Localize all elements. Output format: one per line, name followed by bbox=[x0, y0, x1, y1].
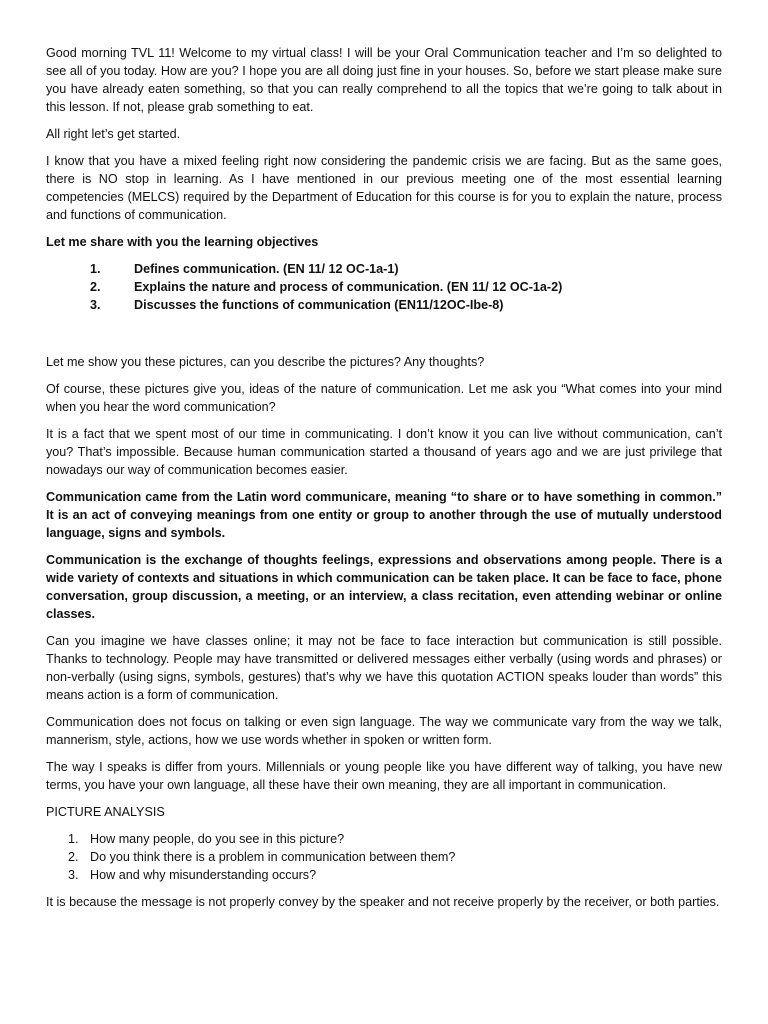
analysis-questions-list bbox=[46, 830, 722, 884]
fact-paragraph: It is a fact that we spent most of our time in communicating. I don’t know it you can live without communication, can’t you? That’s impossible. Because human communication started a thousand of years ago and we are just privilege that nowadays our way of communication becomes easier. bbox=[46, 427, 722, 477]
question-text: How many people, do you see in this picture? bbox=[90, 832, 345, 846]
objective-text: Explains the nature and process of communication. (EN 11/ 12 OC-1a-2) bbox=[134, 280, 563, 294]
question-item bbox=[46, 848, 722, 866]
not-focus-paragraph: Communication does not focus on talking or even sign language. The way we communicate vary from the way we talk, mannerism, style, actions, how we use words whether in spoken or written form. bbox=[46, 715, 722, 747]
question-item bbox=[46, 830, 722, 848]
objective-item bbox=[46, 278, 722, 296]
exchange-definition-paragraph: Communication is the exchange of thoughts feelings, expressions and observations among people. There is a wide variety of contexts and situations in which communication can be taken place. It can be face to face, phone conversation, group discussion, a meeting, or an interview, a class recitation, even attending webinar or online classes. bbox=[46, 553, 722, 621]
objective-number: 1. bbox=[90, 262, 101, 276]
objective-number: 2. bbox=[90, 280, 101, 294]
objective-item bbox=[46, 260, 722, 278]
way-speak-paragraph: The way I speaks is differ from yours. Millennials or young people like you have different way of talking, you have new terms, you have your own language, all these have their own meaning, they are all important in communication. bbox=[46, 760, 722, 792]
of-course-paragraph: Of course, these pictures give you, ideas of the nature of communication. Let me ask you “What comes into your mind when you hear the word communication? bbox=[46, 382, 722, 414]
objective-text: Discusses the functions of communication (EN11/12OC-Ibe-8) bbox=[134, 298, 504, 312]
question-text: How and why misunderstanding occurs? bbox=[90, 868, 317, 882]
objectives-list bbox=[46, 260, 722, 314]
picture-analysis-heading: PICTURE ANALYSIS bbox=[46, 805, 165, 819]
question-item bbox=[46, 866, 722, 884]
because-paragraph: It is because the message is not properly convey by the speaker and not receive properly by the receiver, or both parties. bbox=[46, 895, 720, 909]
question-number: 2. bbox=[68, 850, 79, 864]
question-number: 1. bbox=[68, 832, 79, 846]
intro-paragraph: Good morning TVL 11! Welcome to my virtual class! I will be your Oral Communication teacher and I’m so delighted to see all of you today. How are you? I hope you are all doing just fine in your houses. So, before we start please make sure you have already eaten something, so that you can really comprehend to all the topics that we’re going to talk about in this lesson. If not, please grab something to eat. bbox=[46, 46, 722, 114]
objectives-heading: Let me share with you the learning objectives bbox=[46, 235, 319, 249]
latin-definition-paragraph: Communication came from the Latin word communicare, meaning “to share or to have something in common.” It is an act of conveying meanings from one entity or group to another through the use of mutually understood language, signs and symbols. bbox=[46, 490, 722, 540]
pictures-paragraph: Let me show you these pictures, can you describe the pictures? Any thoughts? bbox=[46, 355, 485, 369]
blank-space bbox=[46, 323, 722, 353]
objective-item bbox=[46, 296, 722, 314]
mixed-feeling-paragraph: I know that you have a mixed feeling right now considering the pandemic crisis we are facing. But as the same goes, there is NO stop in learning. As I have mentioned in our previous meeting one of the most essential learning competencies (MELCS) required by the Department of Education for this course is for you to explain the nature, process and functions of communication. bbox=[46, 154, 722, 222]
started-paragraph: All right let’s get started. bbox=[46, 127, 181, 141]
objective-number: 3. bbox=[90, 298, 101, 312]
question-number: 3. bbox=[68, 868, 79, 882]
question-text: Do you think there is a problem in communication between them? bbox=[90, 850, 456, 864]
objective-text: Defines communication. (EN 11/ 12 OC-1a-1) bbox=[134, 262, 399, 276]
online-classes-paragraph: Can you imagine we have classes online; it may not be face to face interaction but communication is still possible. Thanks to technology. People may have transmitted or delivered messages either verbally (using words and phrases) or non-verbally (using signs, symbols, gestures) that’s why we have this quotation ACTION speaks louder than words” this means action is a form of communication. bbox=[46, 634, 722, 702]
